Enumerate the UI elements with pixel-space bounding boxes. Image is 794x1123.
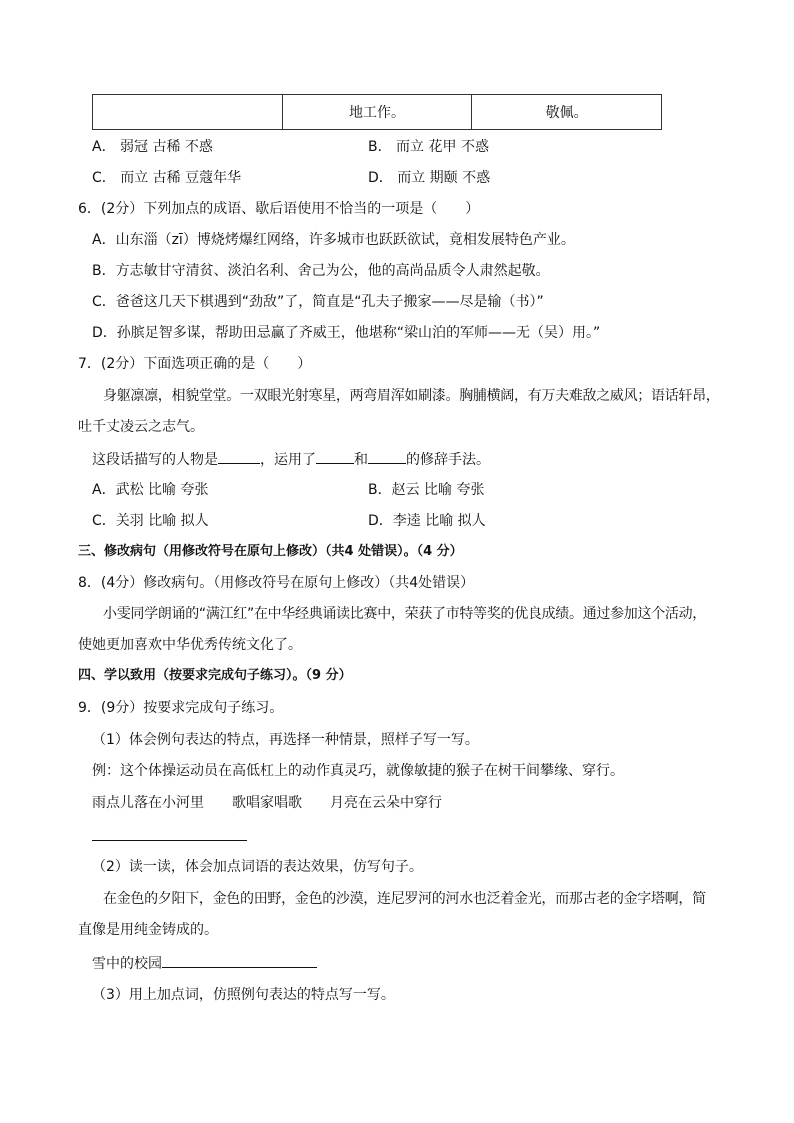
q7-question: [92, 449, 490, 470]
q9-sub2: （2）读一读，体会加点词语的表达效果，仿写句子。: [92, 859, 423, 875]
q8-text-line2: 使她更加喜欢中华优秀传统文化了。: [78, 637, 302, 653]
q5-option-a: A． 弱冠 古稀 不惑: [92, 139, 213, 155]
q7-stem: 7．(2分）下面选项正确的是（ ）: [78, 356, 312, 372]
q9-passage-line1: 在金色的夕阳下，金色的田野，金色的沙漠，连尼罗河的河水也泛着金光，而那古老的金字塔啊，简: [103, 891, 706, 907]
q8-stem: 8．(4分）修改病句。（用修改符号在原句上修改）（共4处错误）: [78, 575, 475, 591]
table-cell: [93, 95, 283, 130]
q7-option-a: A．武松 比喻 夸张: [92, 482, 209, 498]
q9-sub3: （3）用上加点词，仿照例句表达的特点写一写。: [92, 987, 395, 1003]
table-row: [93, 95, 662, 130]
answer-line[interactable]: [92, 840, 247, 841]
answer-table: [92, 94, 662, 130]
q5-option-b: B． 而立 花甲 不惑: [368, 139, 489, 155]
answer-blank[interactable]: [368, 449, 406, 464]
q9-sub1: （1）体会例句表达的特点，再选择一种情景，照样子写一写。: [92, 732, 479, 748]
answer-blank[interactable]: [162, 953, 317, 968]
table-cell: 敬佩。: [472, 95, 662, 130]
q7-option-c: C．关羽 比喻 拟人: [92, 513, 209, 529]
q6-stem: 6．(2分）下列加点的成语、歇后语使用不恰当的一项是（ ）: [78, 201, 480, 217]
q7-option-d: D．李逵 比喻 拟人: [368, 513, 486, 529]
q5-option-c: C． 而立 古稀 豆蔻年华: [92, 170, 242, 186]
q7-question-part3: 和: [354, 452, 368, 468]
q9-example: 例：这个体操运动员在高低杠上的动作真灵巧，就像敏捷的猴子在树干间攀缘、穿行。: [92, 763, 624, 779]
q9-prompt-label: 雪中的校园: [92, 956, 162, 972]
section-3-heading: 三、修改病句（用修改符号在原句上修改）（共4 处错误）。（4 分）: [78, 544, 463, 559]
table-cell: 地工作。: [282, 95, 472, 130]
q7-question-part4: 的修辞手法。: [406, 452, 490, 468]
answer-blank[interactable]: [316, 449, 354, 464]
q9-scenes: 雨点儿落在小河里 歌唱家唱歌 月亮在云朵中穿行: [92, 795, 442, 811]
q5-option-d: D． 而立 期颐 不惑: [368, 170, 491, 186]
q6-option-d: D．孙膑足智多谋，帮助田忌赢了齐威王，他堪称“梁山泊的军师——无（吴）用。”: [92, 325, 601, 341]
q6-option-c: C．爸爸这几天下棋遇到“劲敌”了，简直是“孔夫子搬家——尽是输（书）”: [92, 294, 544, 310]
q8-text-line1: 小雯同学朗诵的“满江红”在中华经典诵读比赛中，荣获了市特等奖的优良成绩。通过参加这个活动，: [103, 606, 707, 622]
q9-stem: 9．(9分）按要求完成句子练习。: [78, 700, 284, 716]
q7-question-part2: ，运用了: [260, 452, 316, 468]
q7-option-b: B．赵云 比喻 夸张: [368, 482, 485, 498]
answer-blank[interactable]: [218, 449, 260, 464]
q7-passage-line1: 身躯凛凛，相貌堂堂。一双眼光射寒星，两弯眉浑如刷漆。胸脯横阔，有万夫难敌之威风；语话轩昂，: [103, 388, 720, 404]
q9-passage-line2: 直像是用纯金铸成的。: [78, 922, 218, 938]
q9-prompt: [92, 953, 317, 974]
q6-option-a: A．山东淄（zī）博烧烤爆红网络，许多城市也跃跃欲试，竟相发展特色产业。: [92, 232, 575, 248]
q7-passage-line2: 吐千丈凌云之志气。: [78, 419, 204, 435]
q6-option-b: B．方志敏甘守清贫、淡泊名利、舍己为公，他的高尚品质令人肃然起敬。: [92, 263, 550, 279]
section-4-heading: 四、学以致用（按要求完成句子练习）。（9 分）: [78, 668, 352, 683]
q7-question-part1: 这段话描写的人物是: [92, 452, 218, 468]
